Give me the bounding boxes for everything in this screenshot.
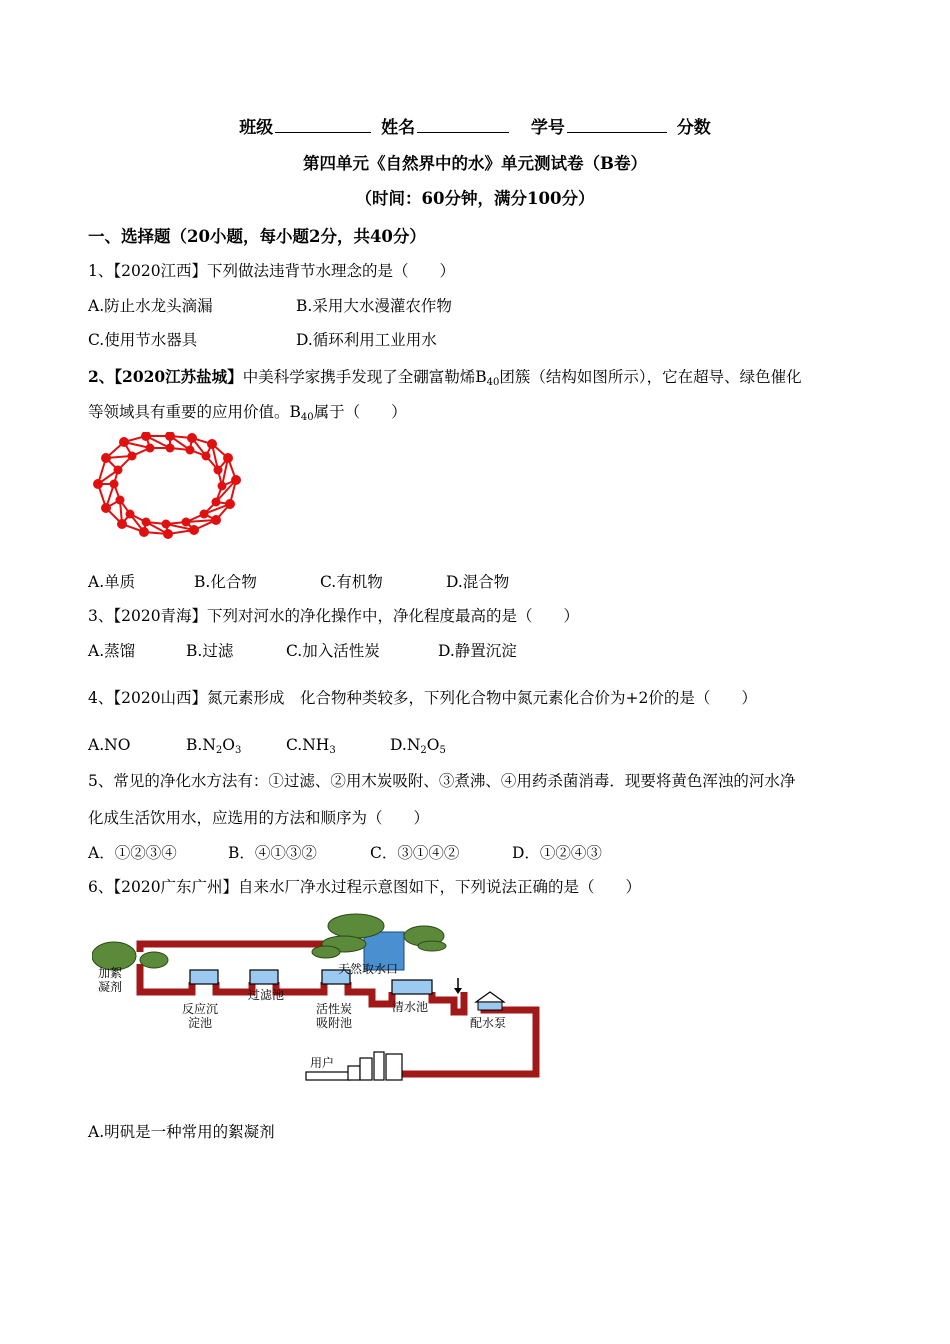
q4-stem: 4、【2020山西】氮元素形成 化合物种类较多，下列化合物中氮元素化合价为+2价的是（ ）: [88, 689, 757, 707]
diagram-label-react1: 反应沉: [182, 1002, 219, 1016]
q4-c-el1: NH: [302, 736, 330, 754]
q4-d-sub2: 5: [439, 745, 446, 756]
q2-stem-line1: [88, 369, 802, 388]
q1-option-c[interactable]: C.使用节水器具: [88, 331, 198, 349]
diagram-label-coag2: 凝剂: [98, 980, 123, 994]
q2-sub1: 40: [486, 377, 500, 388]
q2-text1: 中美科学家携手发现了全硼富勒烯B: [242, 368, 487, 386]
q4-b-prefix: B.: [186, 736, 203, 754]
diagram-label-coag1: 加絮: [98, 966, 123, 980]
diagram-label-clean: 清水池: [392, 1000, 429, 1014]
q2-text2: 团簇（结构如图所示），它在超导、绿色催化: [499, 368, 802, 386]
water-treatment-diagram: [92, 912, 544, 1082]
q2-sub2: 40: [300, 412, 314, 423]
q5-option-d[interactable]: D．①②④③: [512, 844, 602, 862]
q4-a-prefix: A.: [88, 736, 105, 754]
diagram-label-react2: 淀池: [188, 1016, 213, 1030]
q4-b-sub2: 3: [234, 745, 242, 756]
q2-number: 2、: [88, 367, 115, 386]
q2-option-b[interactable]: B.化合物: [194, 573, 257, 591]
id-blank[interactable]: [567, 131, 667, 133]
q4-c-sub1: 3: [329, 745, 336, 756]
diagram-label-filter: 过滤池: [248, 988, 285, 1002]
q1-option-a[interactable]: A.防止水龙头滴漏: [88, 297, 213, 315]
q4-a-formula: NO: [104, 736, 131, 754]
q4-option-c[interactable]: [286, 738, 336, 756]
diagram-label-pump: 配水泵: [470, 1016, 507, 1030]
q2-option-d[interactable]: D.混合物: [446, 573, 510, 591]
q3-option-c[interactable]: C.加入活性炭: [286, 642, 380, 660]
class-label: 班级: [239, 118, 274, 138]
q5-option-a[interactable]: A．①②③④: [88, 844, 177, 862]
student-info-line: [0, 120, 950, 137]
q2-tag: 【2020江苏盐城】: [114, 367, 243, 386]
q1-option-d[interactable]: D.循环利用工业用水: [296, 331, 437, 349]
page-subtitle: （时间：60分钟，满分100分）: [355, 189, 595, 208]
q3-stem: 3、【2020青海】下列对河水的净化操作中，净化程度最高的是（ ）: [88, 607, 580, 625]
q4-c-prefix: C.: [286, 736, 303, 754]
q4-d-el2: O: [426, 736, 440, 754]
diagram-label-carbon1: 活性炭: [316, 1002, 353, 1016]
diagram-label-carbon2: 吸附池: [316, 1016, 353, 1030]
diagram-label-user: 用户: [310, 1056, 335, 1070]
q5-option-b[interactable]: B．④①③②: [228, 844, 317, 862]
q4-b-el2: O: [222, 736, 235, 754]
q4-option-b[interactable]: [186, 738, 241, 756]
q2-line2b: 属于（ ）: [313, 403, 407, 421]
q2-option-a[interactable]: A.单质: [88, 573, 136, 591]
b40-cluster-figure: [88, 432, 248, 542]
q6-stem: 6、【2020广东广州】自来水厂净水过程示意图如下，下列说法正确的是（ ）: [88, 878, 642, 896]
q3-option-b[interactable]: B.过滤: [186, 642, 234, 660]
q4-d-prefix: D.: [390, 736, 407, 754]
diagram-label-coagulant: [98, 966, 122, 994]
q5-stem-line2: 化成生活饮用水，应选用的方法和顺序为（ ）: [88, 809, 430, 827]
q5-stem-line1: 5、常见的净化水方法有：①过滤、②用木炭吸附、③煮沸、④用药杀菌消毒．现要将黄色浑浊的河水净: [88, 772, 796, 790]
page-title: 第四单元《自然界中的水》单元测试卷（B卷）: [303, 154, 647, 173]
q4-d-el1: N: [406, 736, 421, 754]
diagram-label-carbon: [316, 1002, 352, 1030]
score-label: 分数: [676, 118, 711, 138]
q5-option-c[interactable]: C．③①④②: [370, 844, 460, 862]
diagram-label-source: 天然取水口: [338, 962, 399, 976]
q4-b-sub1: 2: [215, 745, 223, 756]
q2-option-c[interactable]: C.有机物: [320, 573, 383, 591]
q3-option-a[interactable]: A.蒸馏: [88, 642, 136, 660]
id-label: 学号: [530, 118, 565, 138]
q4-option-a[interactable]: [88, 738, 130, 754]
class-blank[interactable]: [275, 131, 371, 133]
section-heading: 一、选择题（20小题，每小题2分，共40分）: [88, 227, 426, 246]
diagram-label-reaction: [182, 1002, 218, 1030]
q6-option-a[interactable]: A.明矾是一种常用的絮凝剂: [88, 1123, 275, 1141]
name-label: 姓名: [381, 118, 416, 138]
name-blank[interactable]: [417, 131, 509, 133]
q4-b-el1: N: [202, 736, 216, 754]
q1-stem: 1、【2020江西】下列做法违背节水理念的是（ ）: [88, 262, 456, 280]
q4-d-sub1: 2: [420, 745, 427, 756]
q2-stem-line2: [88, 405, 407, 423]
q1-option-b[interactable]: B.采用大水漫灌农作物: [296, 297, 452, 315]
q2-line2a: 等领域具有重要的应用价值。B: [88, 403, 301, 421]
q3-option-d[interactable]: D.静置沉淀: [438, 642, 517, 660]
q4-option-d[interactable]: [390, 738, 446, 756]
